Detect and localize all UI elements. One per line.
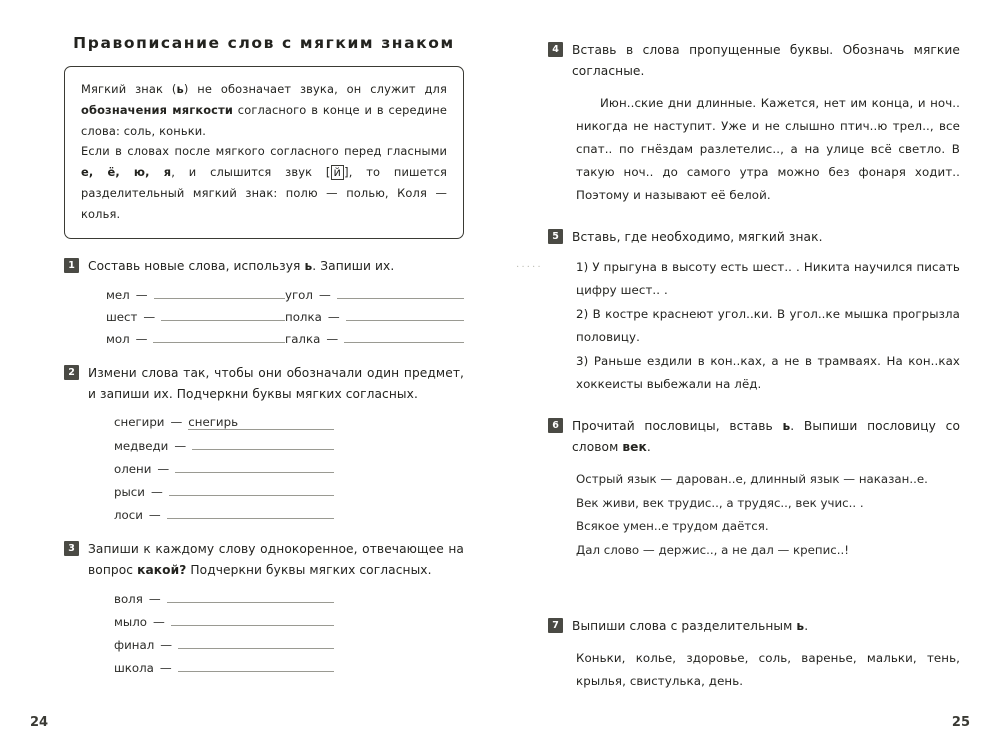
task-1-prompt-a: Составь новые слова, используя — [88, 259, 305, 274]
rule-text-2e: ], то пишется разделительный мягкий знак: полю — полью, Коля — колья. — [81, 165, 447, 221]
rule-text-1a: Мягкий знак ( — [81, 82, 177, 96]
task-1-prompt-c: . Запиши их. — [312, 259, 395, 274]
task-1-soft-sign: ь — [304, 259, 313, 274]
task-3-prompt-c: Подчеркни буквы мягких согласных. — [186, 563, 432, 578]
margin-dots: ····· — [516, 262, 543, 273]
answer-blank[interactable] — [167, 507, 334, 519]
rule-emphasis: обозначения мягкости — [81, 102, 233, 117]
task-3 — [64, 539, 464, 581]
pair-dash: — — [135, 288, 148, 303]
task-3-prompt-a: Запиши к каждому слову однокоренное, отвечающее на вопрос — [88, 542, 464, 578]
item-dash: — — [148, 508, 161, 523]
rule-soft-sign: ь — [176, 82, 184, 96]
answer-blank[interactable] — [192, 438, 334, 450]
item-dash: — — [148, 592, 161, 607]
item-dash: — — [157, 462, 170, 477]
list-item — [114, 415, 334, 430]
pair-word: угол — [285, 288, 313, 303]
item-word: мыло — [114, 615, 147, 630]
task-6-number: 6 — [548, 418, 563, 433]
pair-cell-left — [106, 331, 285, 346]
pair-word: мол — [106, 332, 130, 347]
item-answer[interactable]: снегирь — [188, 415, 334, 430]
task-5-lines — [576, 256, 960, 396]
task-7-number: 7 — [548, 618, 563, 633]
task-2 — [64, 363, 464, 405]
page-number-right: 25 — [951, 715, 970, 730]
right-page — [500, 0, 1000, 748]
answer-blank[interactable] — [153, 331, 285, 343]
list-item: Век живи, век трудис.., а трудяс.., век учис.. . — [576, 495, 864, 510]
item-word: финал — [114, 638, 155, 653]
pair-word: мел — [106, 288, 130, 303]
pair-dash: — — [135, 332, 148, 347]
list-item: Дал слово — держис.., а не дал — крепис..! — [576, 542, 850, 557]
rule-text-2a: Если в словах после мягкого согласного перед гласными — [81, 144, 447, 159]
pair-cell-right — [285, 331, 464, 346]
pair-cell-right — [285, 287, 464, 302]
task-7 — [548, 616, 960, 637]
task-6-prompt-e: . — [646, 439, 651, 454]
answer-blank[interactable] — [178, 637, 334, 649]
rule-text-1c: ) не обозначает звука, он служит для — [183, 82, 447, 96]
item-dash: — — [150, 485, 163, 500]
pair-cell-left — [106, 309, 285, 324]
task-7-prompt-c: . — [804, 619, 809, 634]
task-4 — [548, 40, 960, 82]
answer-blank[interactable] — [161, 309, 285, 321]
task-2-items — [114, 415, 464, 522]
list-item: Острый язык — дарован..е, длинный язык — наказан..е. — [576, 471, 928, 486]
pair-word: галка — [285, 332, 321, 347]
task-1-number: 1 — [64, 258, 79, 273]
pair-dash: — — [318, 288, 331, 303]
task-4-number: 4 — [548, 42, 563, 57]
task-7-soft-sign: ь — [796, 619, 805, 634]
list-item — [114, 484, 334, 499]
answer-blank[interactable] — [178, 660, 334, 672]
task-7-words: Коньки, колье, здоровье, соль, варенье, мальки, тень, крылья, свистулька, день. — [576, 651, 960, 689]
list-item — [114, 660, 334, 675]
item-dash: — — [160, 638, 173, 653]
list-item — [114, 507, 334, 522]
item-word: медведи — [114, 439, 169, 454]
task-6-prompt — [572, 416, 960, 458]
item-word: воля — [114, 592, 143, 607]
task-7-prompt — [572, 616, 960, 637]
item-word: рыси — [114, 485, 145, 500]
task-6-keyword: век — [622, 439, 647, 454]
task-2-prompt: Измени слова так, чтобы они обозначали один предмет, и запиши их. Подчеркни буквы мягких согласных. — [88, 366, 464, 402]
task-5-prompt: Вставь, где необходимо, мягкий знак. — [572, 229, 823, 244]
pair-dash: — — [327, 310, 340, 325]
item-dash: — — [152, 615, 165, 630]
task-3-number: 3 — [64, 541, 79, 556]
list-item: 2) В костре краснеют угол..ки. В угол..ке мышка прогрызла половицу. — [576, 306, 960, 344]
rule-text-1e: согласного в конце и в середине слова: соль, коньки. — [81, 102, 447, 138]
item-dash: — — [159, 661, 172, 676]
table-row — [106, 287, 464, 302]
pair-word: шест — [106, 310, 138, 325]
answer-blank[interactable] — [167, 591, 334, 603]
list-item — [114, 614, 334, 629]
list-item — [114, 461, 334, 476]
answer-blank[interactable] — [346, 309, 464, 321]
list-item — [114, 591, 334, 606]
page-number-left: 24 — [30, 715, 49, 730]
task-6-prompt-c: . Выпиши пословицу со словом — [572, 418, 960, 454]
task-2-number: 2 — [64, 365, 79, 380]
list-item: 1) У прыгуна в высоту есть шест.. . Никита научился писать цифру шест.. . — [576, 259, 960, 297]
task-5-number: 5 — [548, 229, 563, 244]
task-1-prompt — [88, 256, 464, 277]
pair-dash: — — [326, 332, 339, 347]
task-6-proverbs — [576, 468, 960, 562]
answer-blank[interactable] — [344, 331, 464, 343]
item-word: олени — [114, 462, 152, 477]
answer-blank[interactable] — [154, 287, 286, 299]
pair-cell-left — [106, 287, 285, 302]
item-word: снегири — [114, 415, 165, 430]
page-title: Правописание слов с мягким знаком — [73, 34, 455, 52]
rule-vowels: е, ё, ю, я — [81, 165, 172, 179]
task-1-pairs — [106, 287, 464, 346]
list-item: 3) Раньше ездили в кон..ках, а не в трамваях. На кон..ках хоккеисты выбежали на лёд. — [576, 353, 960, 391]
task-3-question-word: какой? — [137, 563, 187, 578]
task-5 — [548, 227, 960, 248]
pair-cell-right — [285, 309, 464, 324]
answer-blank[interactable] — [171, 614, 334, 626]
table-row — [106, 309, 464, 324]
task-7-prompt-a: Выпиши слова с разделительным — [572, 619, 797, 634]
task-6 — [548, 416, 960, 458]
list-item — [114, 637, 334, 652]
answer-blank[interactable] — [169, 484, 334, 496]
task-6-prompt-a: Прочитай пословицы, вставь — [572, 418, 783, 433]
rule-box — [64, 66, 464, 239]
task-1 — [64, 256, 464, 277]
pair-dash: — — [143, 310, 156, 325]
item-dash: — — [170, 415, 183, 430]
list-item: Всякое умен..е трудом даётся. — [576, 519, 769, 534]
answer-blank[interactable] — [175, 461, 334, 473]
rule-boxed-sound: й — [331, 165, 345, 180]
task-3-prompt — [88, 539, 464, 581]
item-word: лоси — [114, 508, 143, 523]
item-dash: — — [174, 439, 187, 454]
task-6-soft-sign: ь — [782, 418, 791, 433]
list-item — [114, 438, 334, 453]
answer-blank[interactable] — [337, 287, 464, 299]
rule-text-2c: , и слышится звук [ — [171, 165, 331, 179]
task-4-text: Июн..ские дни длинные. Кажется, нет им конца, и ноч.. никогда не наступит. Уже и не слышно птич..ю трел.., все спат.. по гнёздам разлетелис.., а на улице всё светло. В такую ноч.. до самого утра можно без фонаря ходит.. Поэтому и называют её белой. — [576, 95, 960, 202]
item-word: школа — [114, 661, 154, 676]
task-3-items — [114, 591, 464, 675]
pair-word: полка — [285, 310, 322, 325]
table-row — [106, 331, 464, 346]
task-4-prompt: Вставь в слова пропущенные буквы. Обозначь мягкие согласные. — [572, 43, 960, 78]
